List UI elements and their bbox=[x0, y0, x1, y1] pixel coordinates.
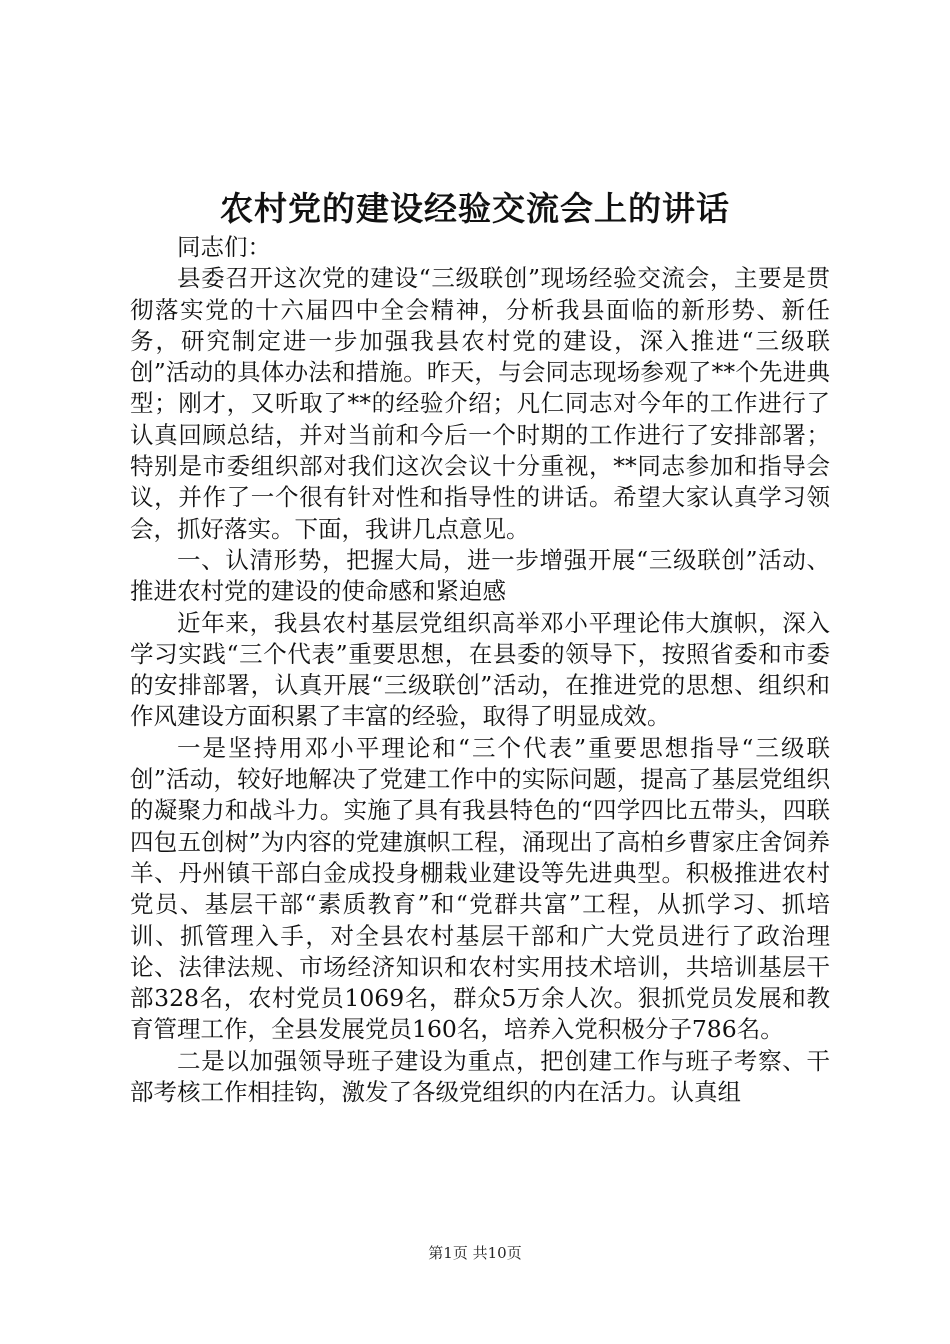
page-number-footer: 第1页 共10页 bbox=[428, 1244, 522, 1262]
document-body bbox=[130, 232, 830, 1108]
section-heading-1: 一、认清形势，把握大局，进一步增强开展“三级联创”活动、推进农村党的建设的使命感和紧迫感 bbox=[130, 545, 830, 606]
paragraph-achievements: 近年来，我县农村基层党组织高举邓小平理论伟大旗帜，深入学习实践“三个代表”重要思想，在县委的领导下，按照省委和市委的安排部署，认真开展“三级联创”活动，在推进党的思想、组织和作风建设方面积累了丰富的经验，取得了明显成效。 bbox=[130, 608, 830, 731]
paragraph-intro: 县委召开这次党的建设“三级联创”现场经验交流会，主要是贯彻落实党的十六届四中全会精神，分析我县面临的新形势、新任务，研究制定进一步加强我县农村党的建设，深入推进“三级联创”活动的具体办法和措施。昨天，与会同志现场参观了**个先进典型；刚才，又听取了**的经验介绍；凡仁同志对今年的工作进行了认真回顾总结，并对当前和今后一个时期的工作进行了安排部署；特别是市委组织部对我们这次会议十分重视，**同志参加和指导会议，并作了一个很有针对性和指导性的讲话。希望大家认真学习领会，抓好落实。下面，我讲几点意见。 bbox=[130, 264, 830, 543]
paragraph-salutation: 同志们： bbox=[177, 233, 271, 261]
paragraph-point-2: 二是以加强领导班子建设为重点，把创建工作与班子考察、干部考核工作相挂钩，激发了各级党组织的内在活力。认真组 bbox=[130, 1046, 830, 1107]
document-title: 农村党的建设经验交流会上的讲话 bbox=[220, 189, 730, 228]
paragraph-point-1: 一是坚持用邓小平理论和“三个代表”重要思想指导“三级联创”活动，较好地解决了党建工作中的实际问题，提高了基层党组织的凝聚力和战斗力。实施了具有我县特色的“四学四比五带头，四联四包五创树”为内容的党建旗帜工程，涌现出了高柏乡曹家庄舍饲养羊、丹州镇干部白金成投身棚栽业建设等先进典型。积极推进农村党员、基层干部“素质教育”和“党群共富”工程，从抓学习、抓培训、抓管理入手，对全县农村基层干部和广大党员进行了政治理论、法律法规、市场经济知识和农村实用技术培训，共培训基层干部328名，农村党员1069名，群众5万余人次。狠抓党员发展和教育管理工作，全县发展党员160名，培养入党积极分子786名。 bbox=[130, 733, 830, 1044]
